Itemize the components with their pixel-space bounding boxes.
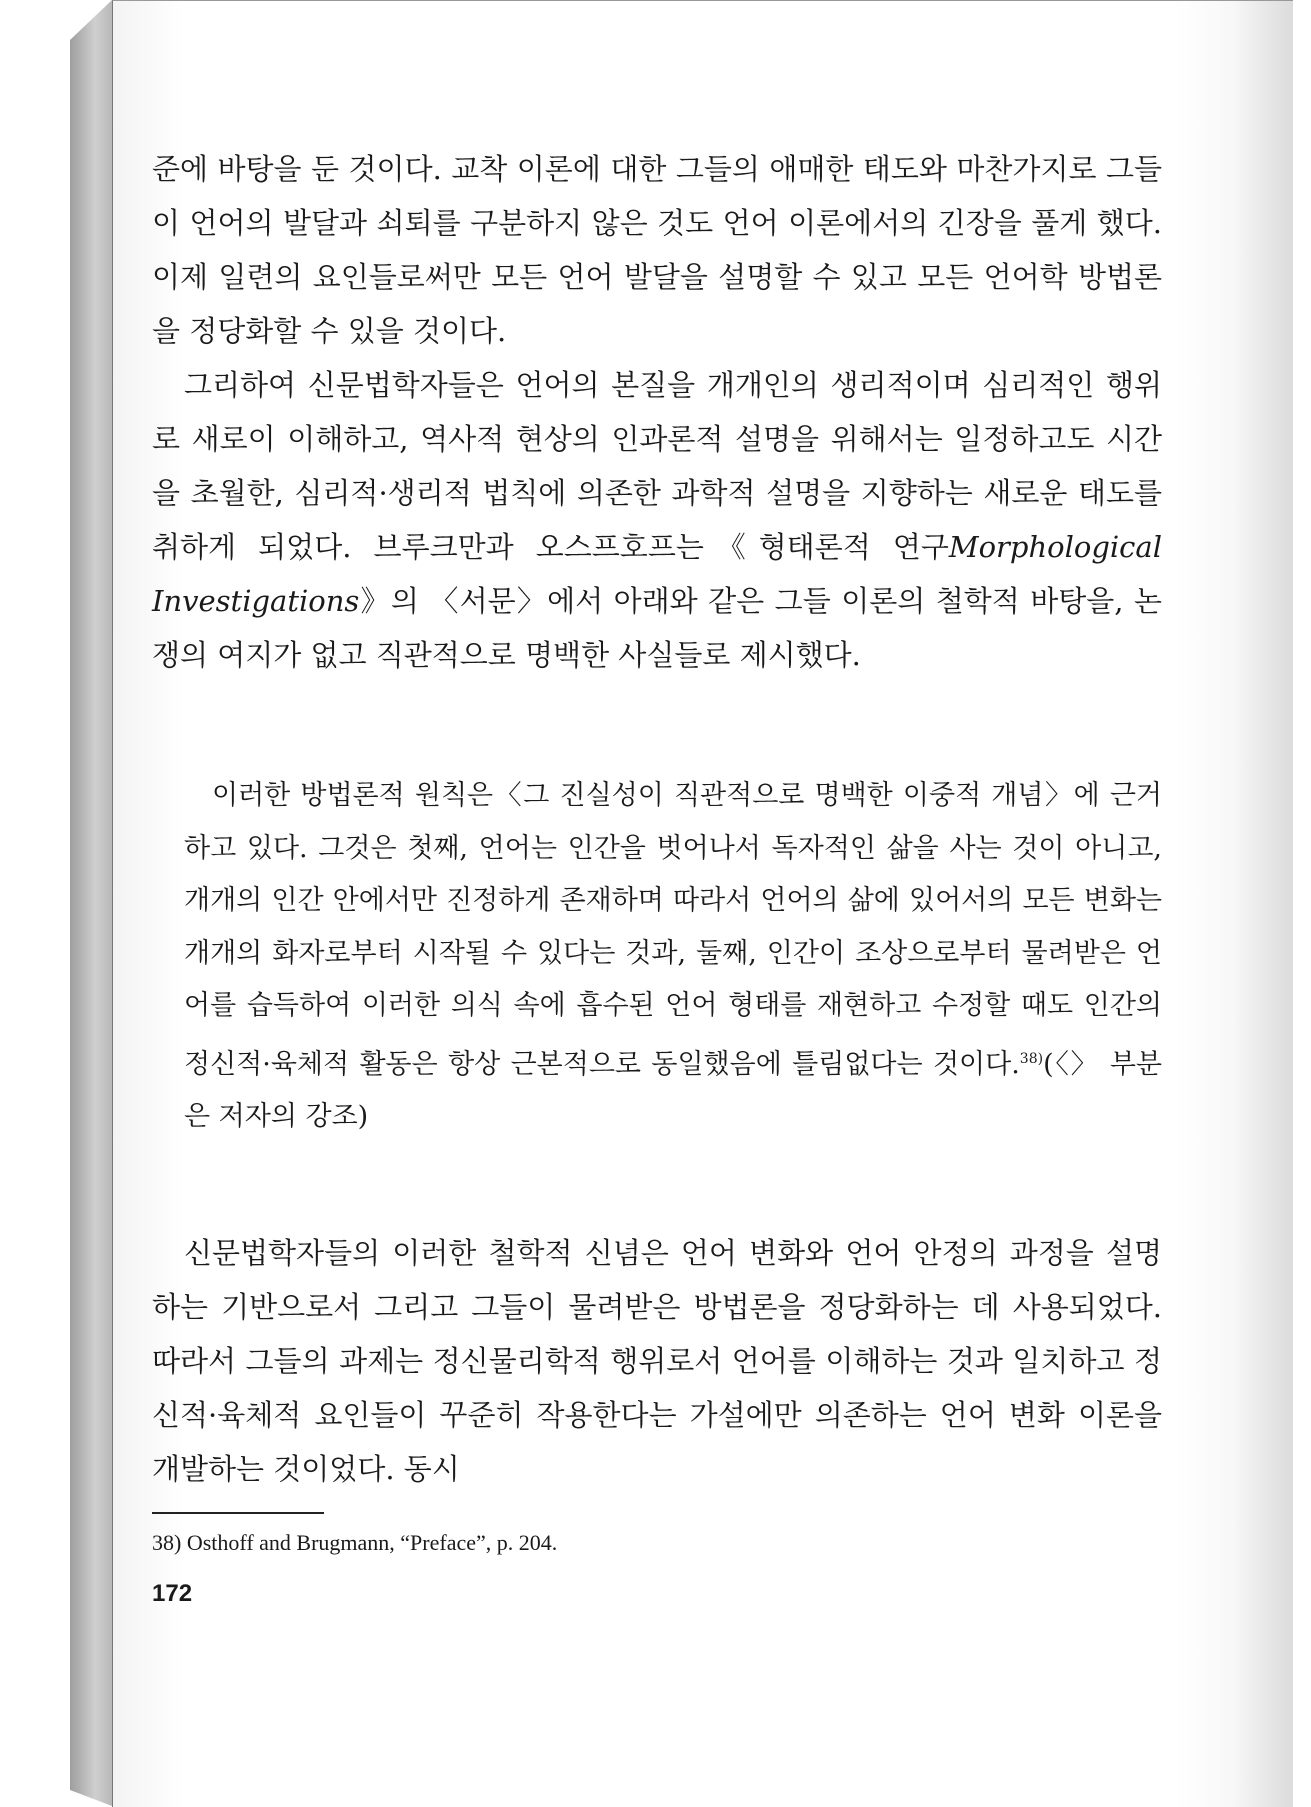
footnote: 38) Osthoff and Brugmann, “Preface”, p. 204. [152, 1529, 558, 1555]
text-block [152, 142, 1162, 1558]
footnote-rule [152, 1512, 324, 1514]
quote-note: (〈〉 부분은 저자의 강조) [184, 1048, 1162, 1132]
paragraph-1: 준에 바탕을 둔 것이다. 교착 이론에 대한 그들의 애매한 태도와 마찬가지로 그들이 언어의 발달과 쇠퇴를 구분하지 않은 것도 언어 이론에서의 긴장을 풀게 했다. 이제 일련의 요인들로써만 모든 언어 발달을 설명할 수 있고 모든 언어학 방법론을 정당화할 수 있을 것이다. [152, 152, 1162, 348]
book-title-english: Morphological Investigations [152, 530, 1162, 618]
book-spine [70, 0, 112, 1806]
block-quote [184, 770, 1162, 1144]
quote-text: 이러한 방법론적 원칙은〈그 진실성이 직관적으로 명백한 이중적 개념〉에 근거하고 있다. 그것은 첫째, 언어는 인간을 벗어나서 독자적인 삶을 사는 것이 아니고, 개개의 인간 안에서만 진정하게 존재하며 따라서 언어의 삶에 있어서의 모든 변화는 개개의 화자로부터 시작될 수 있다는 것과, 둘째, 인간이 조상으로부터 물려받은 언어를 습득하여 이러한 의식 속에 흡수된 언어 형태를 재현하고 수정할 때도 인간의 정신적·육체적 활동은 항상 근본적으로 동일했음에 틀림없다는 것이다. [184, 780, 1162, 1080]
footnote-marker: 38) [1019, 1050, 1044, 1067]
paragraph-3: 신문법학자들의 이러한 철학적 신념은 언어 변화와 언어 안정의 과정을 설명하는 기반으로서 그리고 그들이 물려받은 방법론을 정당화하는 데 사용되었다. 따라서 그들의 과제는 정신물리학적 행위로서 언어를 이해하는 것과 일치하고 정신적·육체적 요인들이 꾸준히 작용한다는 가설에만 의존하는 언어 변화 이론을 개발하는 것이었다. 동시 [152, 1235, 1162, 1486]
paragraph-2-start: 그리하여 신문법학자들은 언어의 본질을 개개인의 생리적이며 심리적인 행위로 새로이 이해하고, 역사적 현상의 인과론적 설명을 위해서는 일정하고도 시간을 초월한, 심리적·생리적 법칙에 의존한 과학적 설명을 지향하는 새로운 태도를 취하게 되었다. 브루크만과 오스프호프는《형태론적 연구 [152, 368, 1162, 564]
paragraph-2-end: 》의 〈서문〉에서 아래와 같은 그들 이론의 철학적 바탕을, 논쟁의 여지가 없고 직관적으로 명백한 사실들로 제시했다. [152, 584, 1162, 672]
page-shade [1233, 1, 1293, 1807]
paragraph-2 [152, 358, 1162, 682]
page-number: 172 [152, 1580, 193, 1607]
